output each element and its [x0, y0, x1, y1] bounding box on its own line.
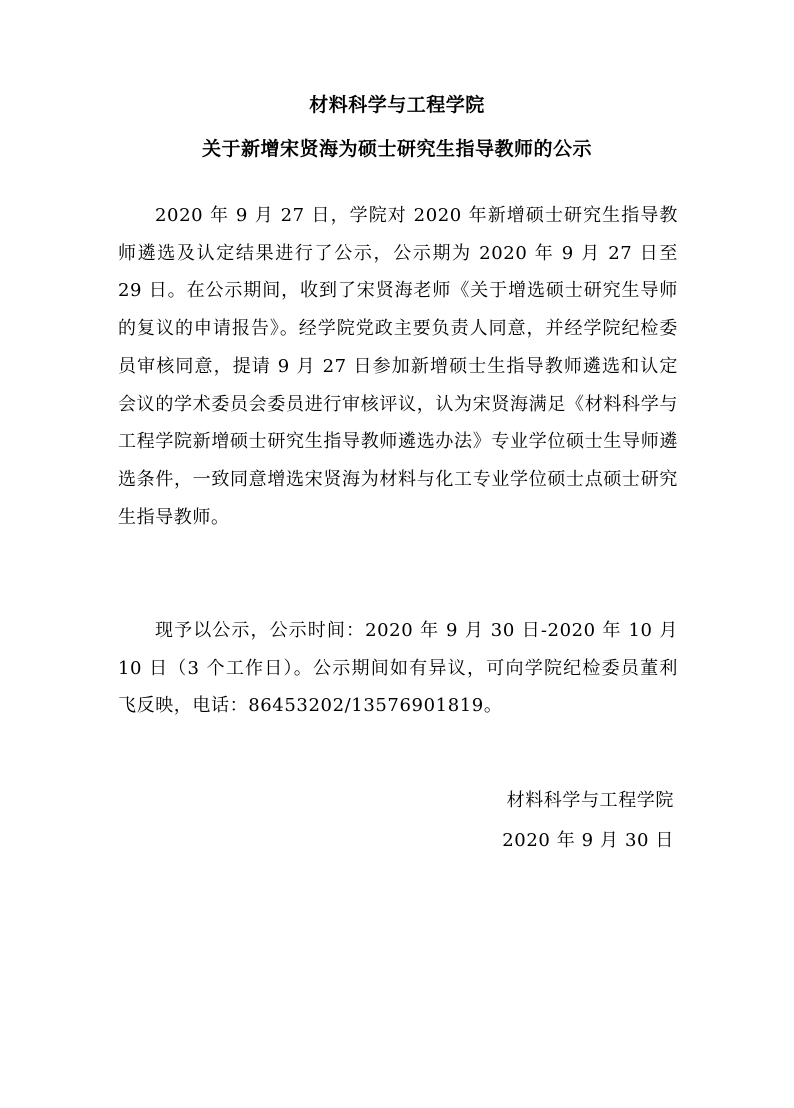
body-paragraph-2: 现予以公示，公示时间：2020 年 9 月 30 日-2020 年 10 月 10 日（3 个工作日）。公示期间如有异议，可向学院纪检委员董利飞反映，电话：86453202/13576901819。 [118, 620, 678, 717]
signature-organization: 材料科学与工程学院 [506, 790, 674, 811]
signature-date: 2020 年 9 月 30 日 [502, 830, 674, 851]
body-paragraph-1: 2020 年 9 月 27 日，学院对 2020 年新增硕士研究生指导教师遴选及认定结果进行了公示，公示期为 2020 年 9 月 27 日至 29 日。在公示期间，收到了宋贤海老师《关于增选硕士研究生导师的复议的申请报告》。经学院党政主要负责人同意，并经学院纪检委员审核同意，提请 9 月 27 日参加新增硕士生指导教师遴选和认定会议的学术委员会委员进行审核评议，认为宋贤海满足《材料科学与工程学院新增硕士研究生指导教师遴选办法》专业学位硕士生导师遴选条件，一致同意增选宋贤海为材料与化工专业学位硕士点硕士研究生指导教师。 [118, 205, 678, 528]
document-title-line1: 材料科学与工程学院 [309, 94, 485, 116]
document-title-line2: 关于新增宋贤海为硕士研究生指导教师的公示 [201, 138, 592, 160]
